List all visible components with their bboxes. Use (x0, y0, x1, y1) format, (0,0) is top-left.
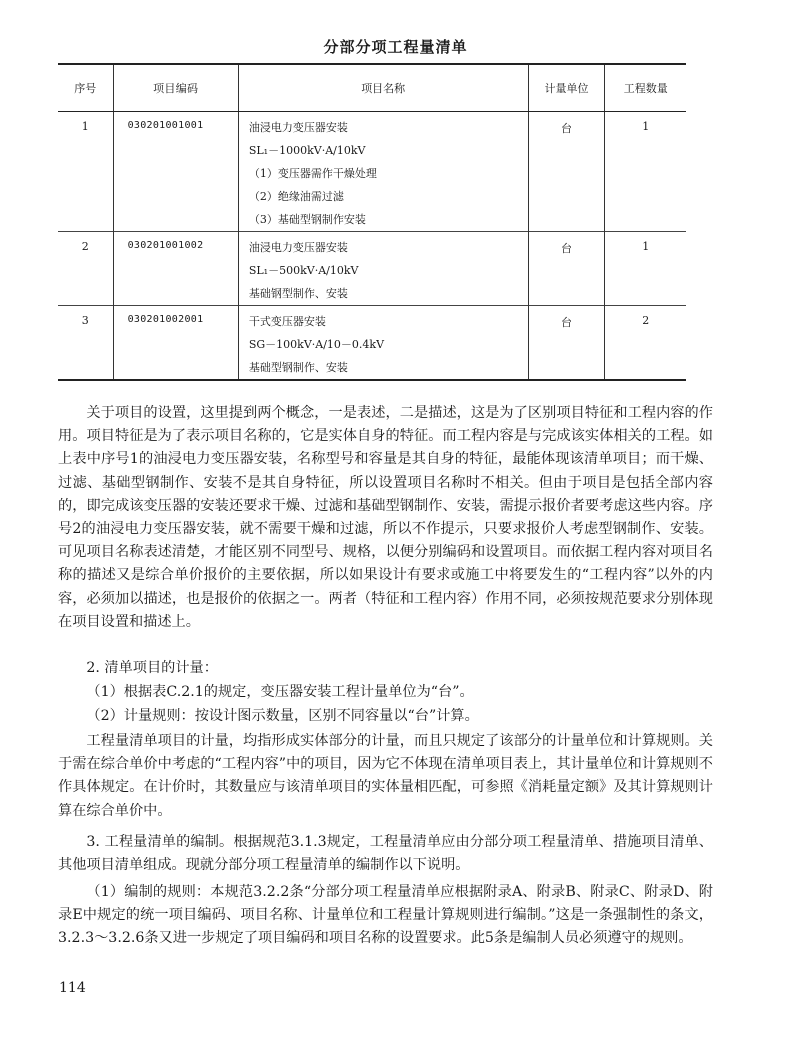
name-line: （1）变压器需作干燥处理 (248, 167, 377, 180)
header-name: 项目名称 (238, 64, 528, 112)
row-quantity: 1 (605, 232, 686, 306)
name-line: （3）基础型钢制作安装 (248, 213, 366, 226)
row-code: 030201002001 (113, 306, 238, 381)
row-name (238, 232, 528, 306)
name-line: 基础钢型制作、安装 (248, 287, 348, 300)
name-line: SG－100kV·A/10－0.4kV (248, 338, 385, 351)
list-item: （1）根据表C.2.1的规定，变压器安装工程计量单位为“台”。 (86, 684, 474, 700)
name-line: （2）绝缘油需过滤 (248, 190, 344, 203)
row-unit: 台 (528, 112, 605, 232)
name-line: 油浸电力变压器安装 (248, 241, 348, 254)
row-name (238, 306, 528, 381)
body-paragraph: 工程量清单项目的计量，均指形成实体部分的计量，而且只规定了该部分的计量单位和计算规则。关于需在综合单价中考虑的“工程内容”中的项目，因为它不体现在清单项目表上，其计量单位和计算规则不作具体规定。在计价时，其数量应与该清单项目的实体量相匹配，可参照《消耗量定额》及其计算规则计算在综合单价中。 (58, 733, 713, 819)
header-unit: 计量单位 (528, 64, 605, 112)
list-item: （2）计量规则：按设计图示数量，区别不同容量以“台”计算。 (86, 708, 479, 724)
row-quantity: 1 (605, 112, 686, 232)
row-quantity: 2 (605, 306, 686, 381)
row-code: 030201001002 (113, 232, 238, 306)
name-line: 干式变压器安装 (248, 315, 326, 328)
table-row (58, 232, 686, 306)
name-line: 油浸电力变压器安装 (248, 121, 348, 134)
row-name (238, 112, 528, 232)
table-title: 分部分项工程量清单 (323, 38, 468, 56)
bill-of-quantities-table (58, 63, 686, 381)
table-row (58, 306, 686, 381)
name-line: SL₁－1000kV·A/10kV (248, 144, 366, 157)
header-code: 项目编码 (113, 64, 238, 112)
row-code: 030201001001 (113, 112, 238, 232)
row-index: 2 (58, 232, 113, 306)
table-row (58, 112, 686, 232)
body-paragraph: （1）编制的规则：本规范3.2.2条“分部分项工程量清单应根据附录A、附录B、附录C、附录D、附录E中规定的统一项目编码、项目名称、计量单位和工程量计算规则进行编制。”这是一条强制性的条文，3.2.3～3.2.6条又进一步规定了项目编码和项目名称的设置要求。此5条是编制人员必须遵守的规则。 (58, 884, 713, 947)
row-unit: 台 (528, 232, 605, 306)
row-index: 1 (58, 112, 113, 232)
table-header-row (58, 64, 686, 112)
row-index: 3 (58, 306, 113, 381)
section-heading: 2. 清单项目的计量： (86, 660, 218, 676)
page-number: 114 (59, 980, 86, 996)
body-paragraph: 3. 工程量清单的编制。根据规范3.1.3规定，工程量清单应由分部分项工程量清单、措施项目清单、其他项目清单组成。现就分部分项工程量清单的编制作以下说明。 (58, 834, 713, 874)
name-line: 基础型钢制作、安装 (248, 361, 348, 374)
name-line: SL₁－500kV·A/10kV (248, 264, 359, 277)
body-paragraph: 关于项目的设置，这里提到两个概念，一是表述，二是描述，这是为了区别项目特征和工程内容的作用。项目特征是为了表示项目名称的，它是实体自身的特征。而工程内容是与完成该实体相关的工程。如上表中序号1的油浸电力变压器安装，名称型号和容量是其自身的特征，最能体现该清单项目；而干燥、过滤、基础型钢制作、安装不是其自身特征，所以设置项目名称时不相关。但由于项目是包括全部内容的，即完成该变压器的安装还要求干燥、过滤和基础型钢制作、安装，需提示报价者要考虑这些内容。序号2的油浸电力变压器安装，就不需要干燥和过滤，所以不作提示，只要求报价人考虑型钢制作、安装。可见项目名称表述清楚，才能区别不同型号、规格，以便分别编码和设置项目。而依据工程内容对项目名称的描述又是综合单价报价的主要依据，所以如果设计有要求或施工中将要发生的“工程内容”以外的内容，必须加以描述，也是报价的依据之一。两者（特征和工程内容）作用不同，必须按规范要求分别体现在项目设置和描述上。 (58, 405, 713, 630)
row-unit: 台 (528, 306, 605, 381)
header-quantity: 工程数量 (605, 64, 686, 112)
header-index: 序号 (58, 64, 113, 112)
